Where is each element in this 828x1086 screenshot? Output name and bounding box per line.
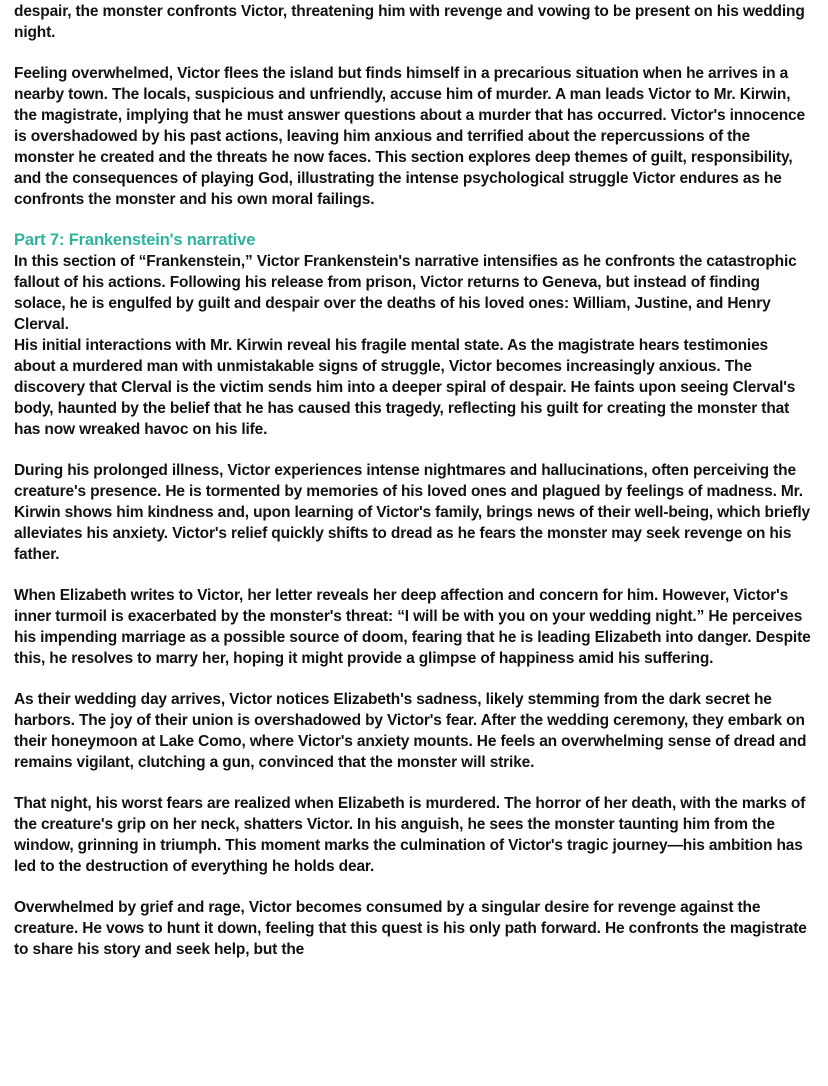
paragraph-continuation: despair, the monster confronts Victor, threatening him with revenge and vowing to be present on his wedding night. — [14, 3, 805, 41]
paragraph: Overwhelmed by grief and rage, Victor becomes consumed by a singular desire for revenge against the creature. He vows to hunt it down, feeling that this quest is his only path forward. He confronts the magistrate to share his story and seek help, but the — [14, 899, 807, 958]
paragraph: As their wedding day arrives, Victor notices Elizabeth's sadness, likely stemming from the dark secret he harbors. The joy of their union is overshadowed by Victor's fear. After the wedding ceremony, they embark on their honeymoon at Lake Como, where Victor's anxiety mounts. He feels an overwhelming sense of dread and remains vigilant, clutching a gun, convinced that the monster will strike. — [14, 691, 807, 771]
paragraph: In this section of “Frankenstein,” Victor Frankenstein's narrative intensifies as he confronts the catastrophic fallout of his actions. Following his release from prison, Victor returns to Geneva, but instead of finding solace, he is engulfed by guilt and despair over the deaths of his loved ones: William, Justine, and Henry Clerval. — [14, 253, 797, 333]
paragraph: His initial interactions with Mr. Kirwin reveal his fragile mental state. As the magistrate hears testimonies about a murdered man with unmistakable signs of struggle, Victor becomes increasingly anxious. The discovery that Clerval is the victim sends him into a deeper spiral of despair. He faints upon seeing Clerval's body, haunted by the belief that he has caused this tragedy, reflecting his guilt for creating the monster that has now wreaked havoc on his life. — [14, 337, 796, 438]
section-block — [14, 230, 812, 335]
paragraph: During his prolonged illness, Victor experiences intense nightmares and hallucinations, often perceiving the creature's presence. He is tormented by memories of his loved ones and plagued by feelings of madness. Mr. Kirwin shows him kindness and, upon learning of Victor's family, brings news of their well-being, which briefly alleviates his anxiety. Victor's relief quickly shifts to dread as he fears the monster may seek revenge on his father. — [14, 462, 811, 563]
section-heading: Part 7: Frankenstein's narrative — [14, 231, 256, 249]
paragraph: When Elizabeth writes to Victor, her letter reveals her deep affection and concern for him. However, Victor's inner turmoil is exacerbated by the monster's threat: “I will be with you on your wedding night.” He perceives his impending marriage as a possible source of doom, fearing that he is leading Elizabeth into danger. Despite this, he resolves to marry her, hoping it might provide a glimpse of happiness amid his suffering. — [14, 587, 811, 667]
paragraph: Feeling overwhelmed, Victor flees the island but finds himself in a precarious situation when he arrives in a nearby town. The locals, suspicious and unfriendly, accuse him of murder. A man leads Victor to Mr. Kirwin, the magistrate, implying that he must answer questions about a murder that has occurred. Victor's innocence is overshadowed by his past actions, leaving him anxious and terrified about the repercussions of the monster he created and the threats he now faces. This section explores deep themes of guilt, responsibility, and the consequences of playing God, illustrating the intense psychological struggle Victor endures as he confronts the monster and his own moral failings. — [14, 65, 805, 208]
paragraph: That night, his worst fears are realized when Elizabeth is murdered. The horror of her death, with the marks of the creature's grip on her neck, shatters Victor. In his anguish, he sees the monster taunting him from the window, grinning in triumph. This moment marks the culmination of Victor's tragic journey—his ambition has led to the destruction of everything he holds dear. — [14, 795, 806, 875]
